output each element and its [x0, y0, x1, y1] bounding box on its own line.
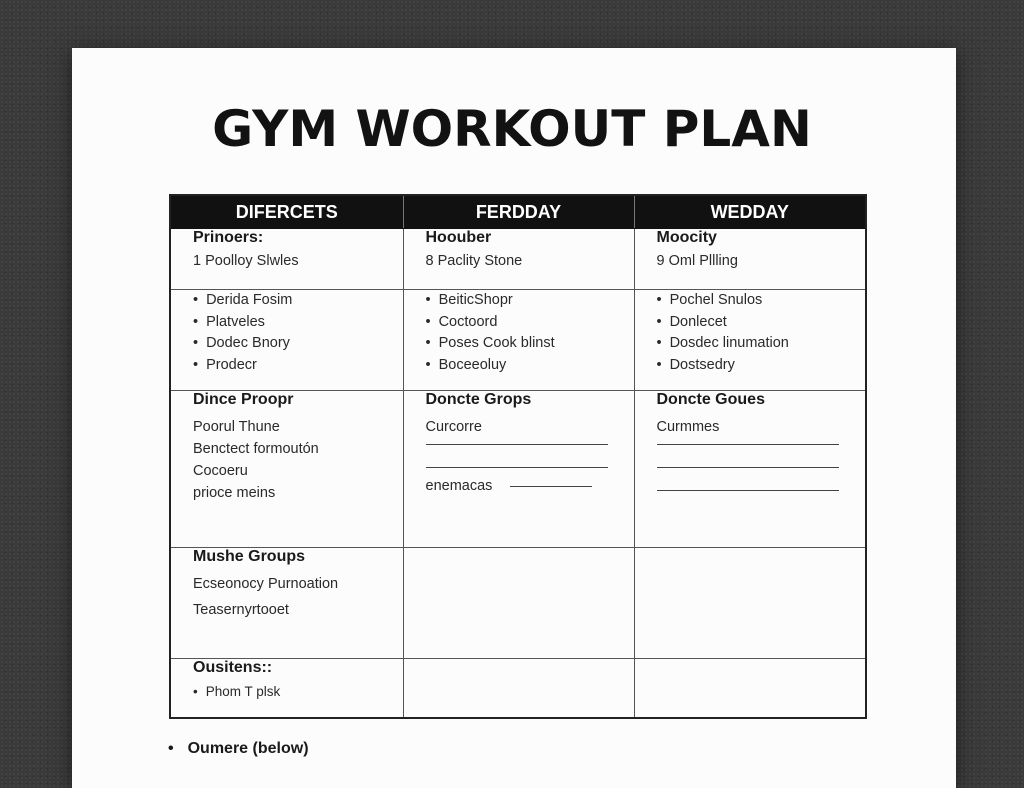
cell-text: Curmmes	[656, 419, 720, 435]
cell-text: 1 Poolloy Slwles	[193, 253, 299, 269]
table-cell	[170, 229, 403, 290]
table-cell	[634, 229, 866, 290]
table-cell-empty[interactable]	[403, 659, 634, 719]
cell-text: 9 Oml Pllling	[656, 253, 738, 269]
fill-in-line[interactable]	[426, 445, 608, 468]
cell-text: Benctect formoutón	[193, 441, 319, 457]
list-item: • Donlecet	[657, 312, 866, 334]
list-item: • Prodecr	[193, 355, 403, 377]
cell-text: Ecseonocy Purnoation	[193, 576, 339, 592]
list-item: • Dosdec linumation	[657, 333, 866, 355]
bullet-list	[193, 683, 403, 701]
list-item: • Dodec Bnory	[193, 333, 403, 355]
table-row	[170, 548, 866, 659]
table-cell-empty[interactable]	[634, 548, 866, 659]
table-cell	[170, 548, 403, 659]
table-cell	[634, 391, 866, 548]
table-cell	[634, 290, 866, 391]
table-row	[170, 659, 866, 719]
list-item: • Phom T plsk	[193, 683, 403, 701]
list-item: • Poses Cook blinst	[426, 333, 634, 355]
cell-heading: Hoouber	[425, 229, 492, 246]
cell-text: Poorul Thune	[193, 419, 280, 435]
list-item: • Dostsedry	[657, 355, 866, 377]
list-item: • BeiticShopr	[426, 290, 634, 312]
fill-in-line[interactable]	[657, 445, 839, 468]
bullet-list	[193, 290, 403, 376]
bullet-list	[657, 290, 866, 376]
column-header: DIFERCETS	[170, 195, 403, 229]
table-cell-empty[interactable]	[403, 548, 634, 659]
cell-heading: Ousitens::	[193, 659, 273, 676]
table-cell	[170, 391, 403, 548]
list-item: • Pochel Snulos	[657, 290, 866, 312]
list-item: • Platveles	[193, 312, 403, 334]
cell-text: Curcorre	[425, 419, 482, 435]
list-item: • Derida Fosim	[193, 290, 403, 312]
table-cell	[403, 290, 634, 391]
table-cell	[170, 290, 403, 391]
cell-heading: Mushe Groups	[193, 548, 306, 565]
column-header: FERDDAY	[403, 195, 634, 229]
cell-text: prioce meins	[193, 485, 276, 501]
cell-text: 8 Paclity Stone	[425, 253, 523, 269]
list-item: • Coctoord	[426, 312, 634, 334]
cell-text: Teasernyrtooet	[193, 602, 289, 618]
fill-in-line[interactable]	[657, 468, 839, 491]
cell-heading: Prinoers:	[193, 229, 264, 246]
cell-text: Cocoeru	[193, 463, 248, 479]
table-cell	[403, 391, 634, 548]
workout-table	[169, 194, 867, 719]
table-row	[170, 229, 866, 290]
footer-note: • Oumere (below)	[168, 740, 309, 758]
cell-heading: Doncte Goues	[656, 391, 765, 408]
cell-heading: Moocity	[656, 229, 717, 246]
table-row	[170, 391, 866, 548]
bullet-list	[426, 290, 634, 376]
table-cell	[403, 229, 634, 290]
list-item: • Boceeoluy	[426, 355, 634, 377]
cell-heading: Doncte Grops	[425, 391, 532, 408]
column-header: WEDDAY	[634, 195, 866, 229]
table-row	[170, 290, 866, 391]
table-cell-empty[interactable]	[634, 659, 866, 719]
page-title: GYM WORKOUT PLAN	[212, 100, 812, 158]
cell-heading: Dince Proopr	[193, 391, 294, 408]
table-header-row	[170, 195, 866, 229]
fill-in-line[interactable]	[510, 486, 592, 487]
table-cell	[170, 659, 403, 719]
fill-label: enemacas	[425, 478, 493, 494]
labeled-fill-line	[426, 478, 634, 494]
